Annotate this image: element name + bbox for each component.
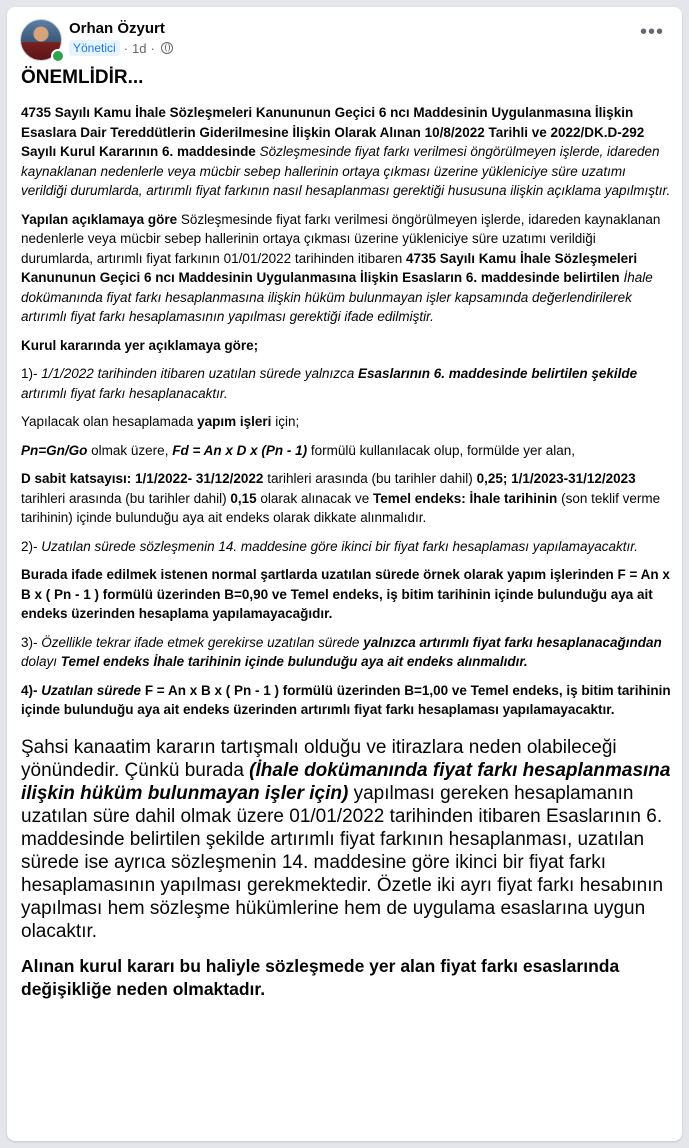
paragraph-10	[21, 633, 671, 672]
paragraph-5	[21, 412, 671, 432]
p4-bold-italic: Esaslarının 6. maddesinde belirtilen şekilde	[358, 366, 638, 381]
p1-bold: 4735 Sayılı Kamu İhale Sözleşmeleri Kanununun Geçici 6 ncı Maddesinin Uygulanmasına İlişkin Esaslara Dair Tereddütlerin Giderilmesine İlişkin Olarak Alınan 10/8/2022 Tarihli ve 2022/DK.D-292 Sayılı Kurul Kararının 6. maddesinde	[21, 105, 645, 159]
p7-bold-4: Temel endeks: İhale tarihinin	[373, 490, 558, 506]
p8-italic: Uzatılan sürede sözleşmenin 14. maddesine göre ikinci bir fiyat farkı hesaplaması yapılamayacaktır.	[41, 538, 639, 554]
meta-separator-2: ·	[150, 40, 155, 56]
paragraph-11	[21, 681, 671, 720]
post-meta	[69, 40, 173, 56]
more-options-button[interactable]: •••	[639, 21, 664, 43]
meta-separator: ·	[123, 40, 129, 56]
p7-text-3: olarak alınacak ve	[260, 490, 370, 506]
author-name[interactable]: Orhan Özyurt	[69, 20, 165, 37]
p10-bold-italic-2: Temel endeks İhale tarihinin içinde bulunduğu aya ait endeks alınmalıdır.	[60, 654, 528, 669]
p5-bold: yapım işleri	[197, 414, 272, 429]
p11-number: 4)-	[21, 682, 38, 698]
conclusion-paragraph	[21, 955, 671, 1001]
post-title: ÖNEMLİDİR...	[21, 67, 144, 88]
p4-italic-2: artırımlı fiyat farkı hesaplanacaktır.	[21, 385, 228, 401]
p11-bold-italic: Uzatılan sürede	[41, 682, 142, 698]
opinion-text-1: Şahsi kanaatim kararın tartışmalı olduğu ve itirazlara neden olabileceği yönündedir. Çünkü burada	[21, 736, 617, 781]
conclusion-text: Alınan kurul kararı bu haliyle sözleşmede yer alan fiyat farkı esaslarında değişikliğe neden olmaktadır.	[21, 955, 620, 999]
p6-formula-1: Pn=Gn/Go	[21, 442, 88, 458]
paragraph-1	[21, 103, 671, 201]
opinion-paragraph	[21, 736, 671, 943]
paragraph-8	[21, 537, 671, 557]
p4-italic-1: 1/1/2022 tarihinden itibaren uzatılan sürede yalnızca	[41, 366, 355, 381]
p8-number: 2)-	[21, 538, 38, 554]
p11-bold: F = An x B x ( Pn - 1 ) formülü üzerinden B=1,00 ve Temel endeks, iş bitim tarihinin içinde bulunduğu aya ait endeks üzerinden artırımlı fiyat farkı hesaplaması yapılamayacaktır.	[21, 682, 671, 717]
p7-bold-3: 0,15	[230, 490, 257, 506]
paragraph-4	[21, 364, 671, 403]
p7-text-4: (son teklif verme tarihinin) içinde bulunduğu aya ait endeks olarak dikkate alınmalıdır.	[21, 490, 661, 525]
p7-text-2: tarihleri arasında (bu tarihler dahil)	[21, 490, 227, 506]
p6-text-1: olmak üzere,	[91, 442, 169, 458]
p6-formula-2: Fd = An x D x (Pn - 1)	[172, 442, 308, 458]
post-card	[7, 7, 682, 1141]
post-time[interactable]: 1d	[132, 40, 147, 56]
p5-text-2: için;	[275, 414, 300, 429]
p1-italic: Sözleşmesinde fiyat farkı verilmesi öngörülmeyen işlerde, idareden kaynaklanan nedenlerle veya mücbir sebep hallerinin ortaya çıkması üzerine yükleniciye süre uzatımı verildiği durumlarda, artırımlı fiyat farkının nasıl hesaplanması gerektiği hususuna ilişkin açıklama yapılmıştır.	[21, 144, 671, 198]
p2-bold-1: Yapılan açıklamaya göre	[21, 211, 178, 227]
paragraph-2	[21, 210, 671, 327]
paragraph-9	[21, 565, 671, 624]
p2-text: Sözleşmesinde fiyat farkı verilmesi öngörülmeyen işlerde, idareden kaynaklanan nedenlerle veya mücbir sebep hallerinin ortaya çıkması üzerine yükleniciye süre uzatımı verildiği durumlarda, artırımlı fiyat farkının 01/01/2022 tarihinden itibaren	[21, 211, 661, 266]
p2-italic: İhale dokümanında fiyat farkı hesaplanmasına ilişkin hüküm bulunmayan işler kapsamında değerlendirilerek artırımlı fiyat farkı hesaplamasının yapılması gerektiği ifade edilmiştir.	[21, 270, 653, 324]
role-badge: Yönetici	[69, 40, 120, 56]
p3-bold: Kurul kararında yer açıklamaya göre;	[21, 337, 259, 353]
p7-bold-2: 0,25; 1/1/2023-31/12/2023	[476, 471, 636, 486]
p5-text-1: Yapılacak olan hesaplamada	[21, 414, 194, 429]
p2-bold-2: 4735 Sayılı Kamu İhale Sözleşmeleri Kanununun Geçici 6 ncı Maddesinin Uygulanmasına İlişkin Esasların 6. maddesinde belirtilen	[21, 250, 638, 285]
opinion-text-2: yapılması gereken hesaplamanın uzatılan süre dahil olmak üzere 01/01/2022 tarihinden itibaren Esaslarının 6. maddesinde belirtilen şekilde artırımlı fiyat farkının hesaplanması, uzatılan sürede ise ayrıca sözleşmenin 14. maddesine göre ikinci bir fiyat farkı hesaplamasının yapılması gerekmektedir. Özetle iki ayrı fiyat farkı hesabının yapılması hem sözleşme hükümlerine hem de uygulama esaslarına uygun olacaktır.	[21, 782, 664, 942]
p9-bold: Burada ifade edilmek istenen normal şartlarda uzatılan sürede örnek olarak yapım işlerinden F = An x B x ( Pn - 1 ) formülü üzerinden B=0,90 ve Temel endeks, iş bitim tarihinin içinde bulunduğu aya ait endeks üzerinden hesaplama yapılamayacağıdır.	[21, 567, 670, 621]
p7-bold-1: D sabit katsayısı: 1/1/2022- 31/12/2022	[21, 471, 264, 486]
online-status-icon	[51, 49, 65, 63]
paragraph-6	[21, 441, 671, 461]
p7-text-1: tarihleri arasında (bu tarihler dahil)	[267, 471, 473, 486]
p10-italic-1: Özellikle tekrar ifade etmek gerekirse uzatılan sürede	[41, 634, 360, 650]
paragraph-7	[21, 469, 671, 528]
p10-number: 3)-	[21, 634, 38, 650]
globe-icon	[161, 42, 173, 54]
opinion-bold-italic: (İhale dokümanında fiyat farkı hesaplanmasına ilişkin hüküm bulunmayan işler için)	[21, 759, 671, 804]
post-body	[21, 67, 671, 1001]
post-header	[7, 7, 682, 65]
p4-number: 1)-	[21, 366, 38, 381]
p6-text-2: formülü kullanılacak olup, formülde yer alan,	[310, 442, 576, 458]
p10-italic-2: dolayı	[21, 654, 58, 669]
p10-bold-italic-1: yalnızca artırımlı fiyat farkı hesaplanacağından	[363, 634, 662, 650]
paragraph-3	[21, 336, 671, 356]
